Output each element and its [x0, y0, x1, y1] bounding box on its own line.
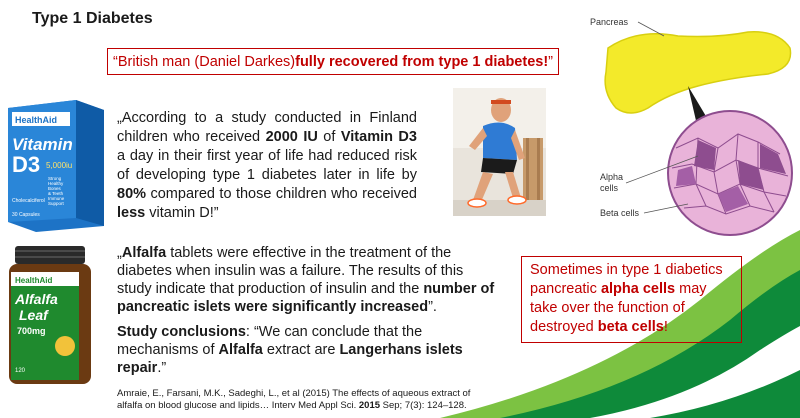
- pancreas-label: Pancreas: [590, 17, 629, 27]
- reference-bold-year: 2015: [358, 400, 381, 411]
- vitamin-box-dose: 5,000iu: [46, 161, 73, 170]
- vitamin-box-feature-5: Immune: [48, 196, 65, 201]
- alfalfa-p2-bold-conclusions: Study conclusions: [117, 324, 246, 340]
- headline-quote-box: [107, 48, 559, 75]
- alfalfa-p1-open-quote: „: [117, 245, 122, 261]
- finland-text-2: of: [317, 129, 341, 145]
- callout-text-2: may take over the function of destroyed: [530, 281, 707, 335]
- alfalfa-paragraph-2: [117, 323, 497, 377]
- alfalfa-p1-bold-alfalfa: Alfalfa: [121, 245, 167, 261]
- alfalfa-jar-dose: 700mg: [17, 326, 46, 336]
- finland-text-4: compared to those children who received: [146, 186, 417, 202]
- alfalfa-p2-text-2: extract are: [262, 342, 340, 358]
- alpha-cells-label-1: Alpha: [600, 172, 624, 182]
- alfalfa-p2-text-3: .”: [157, 360, 167, 376]
- beta-cells-label: Beta cells: [600, 208, 640, 218]
- reference-text-2: Sep; 7(3): 124–128.: [380, 400, 467, 411]
- headline-bold: fully recovered from type 1 diabetes!: [295, 53, 549, 70]
- vitamin-box-count: 30 Capsules: [12, 212, 40, 218]
- reference-citation: [117, 388, 477, 412]
- vitamin-box-name-2: D3: [12, 152, 41, 177]
- finland-text-3: a day in their first year of life had reduced risk of developing type 1 diabetes later in life by: [117, 148, 417, 183]
- alpha-beta-callout-box: [521, 256, 742, 343]
- callout-text-3: !: [663, 319, 668, 335]
- finland-bold-less: less: [117, 205, 146, 221]
- vitamin-d3-box-image: [6, 98, 106, 233]
- alfalfa-paragraph-1: [117, 244, 497, 316]
- slide-title: Type 1 Diabetes: [32, 10, 153, 27]
- alfalfa-p2-bold-langerhans: Langerhans islets repair: [117, 342, 463, 376]
- headline-normal: British man (Daniel Darkes): [117, 53, 296, 70]
- headline-open-quote: “: [113, 53, 118, 70]
- vitamin-box-feature-1: Strong: [48, 176, 62, 181]
- vitamin-box-name-1: Vitamin: [12, 135, 73, 154]
- finland-bold-vitamin: Vitamin D3: [340, 129, 417, 145]
- finland-text-1: „According to a study conducted in Finland children who received: [117, 110, 417, 145]
- alfalfa-p2-bold-alfalfa: Alfalfa: [218, 342, 263, 358]
- vitamin-box-feature-2: Healthy: [48, 181, 64, 186]
- alfalfa-jar-count: 120: [15, 368, 26, 374]
- alfalfa-jar-brand: HealthAid: [15, 276, 53, 285]
- alfalfa-study-text: [117, 244, 497, 384]
- reference-text-1: Amraie, E., Farsani, M.K., Sadeghi, L., et al (2015) The effects of aqueous extract of alfalfa on blood glucose and lipids… Interv Med Appl Sci.: [117, 388, 471, 411]
- finland-bold-dose: 2000 IU: [265, 129, 318, 145]
- alfalfa-jar-image: [3, 246, 103, 386]
- alfalfa-jar-name-2: Leaf: [19, 307, 48, 323]
- alfalfa-p2-text-1: : “We can conclude that the mechanisms of: [117, 324, 423, 358]
- alfalfa-p1-text-1: tablets were effective in the treatment of the diabetes when insulin was a failure. The results of this study indicate that production of insulin and the: [117, 245, 464, 297]
- vitamin-box-feature-6: Support: [48, 201, 64, 206]
- finland-bold-percent: 80%: [117, 186, 147, 202]
- vitamin-box-form: Cholecalciferol: [12, 198, 45, 204]
- alpha-cells-label-2: cells: [600, 183, 619, 193]
- alfalfa-jar-name-1: Alfalfa: [15, 291, 58, 307]
- headline-close-quote: ”: [548, 53, 553, 70]
- alfalfa-p1-text-2: ”.: [428, 299, 437, 315]
- callout-text-1: Sometimes in type 1 diabetics pancreatic: [530, 262, 723, 297]
- callout-bold-beta: beta cells: [597, 319, 664, 335]
- vitamin-box-feature-4: & Teeth: [48, 191, 64, 196]
- runner-photo: [453, 88, 546, 216]
- callout-bold-alpha: alpha cells: [600, 281, 676, 297]
- finland-text-5: vitamin D!”: [145, 205, 219, 221]
- finland-study-text: [117, 109, 417, 223]
- vitamin-box-brand: HealthAid: [15, 115, 58, 125]
- pancreas-diagram: [568, 8, 800, 240]
- alfalfa-p1-bold-islets: number of pancreatic islets were significantly increased: [117, 281, 495, 315]
- vitamin-box-feature-3: Bones: [48, 186, 61, 191]
